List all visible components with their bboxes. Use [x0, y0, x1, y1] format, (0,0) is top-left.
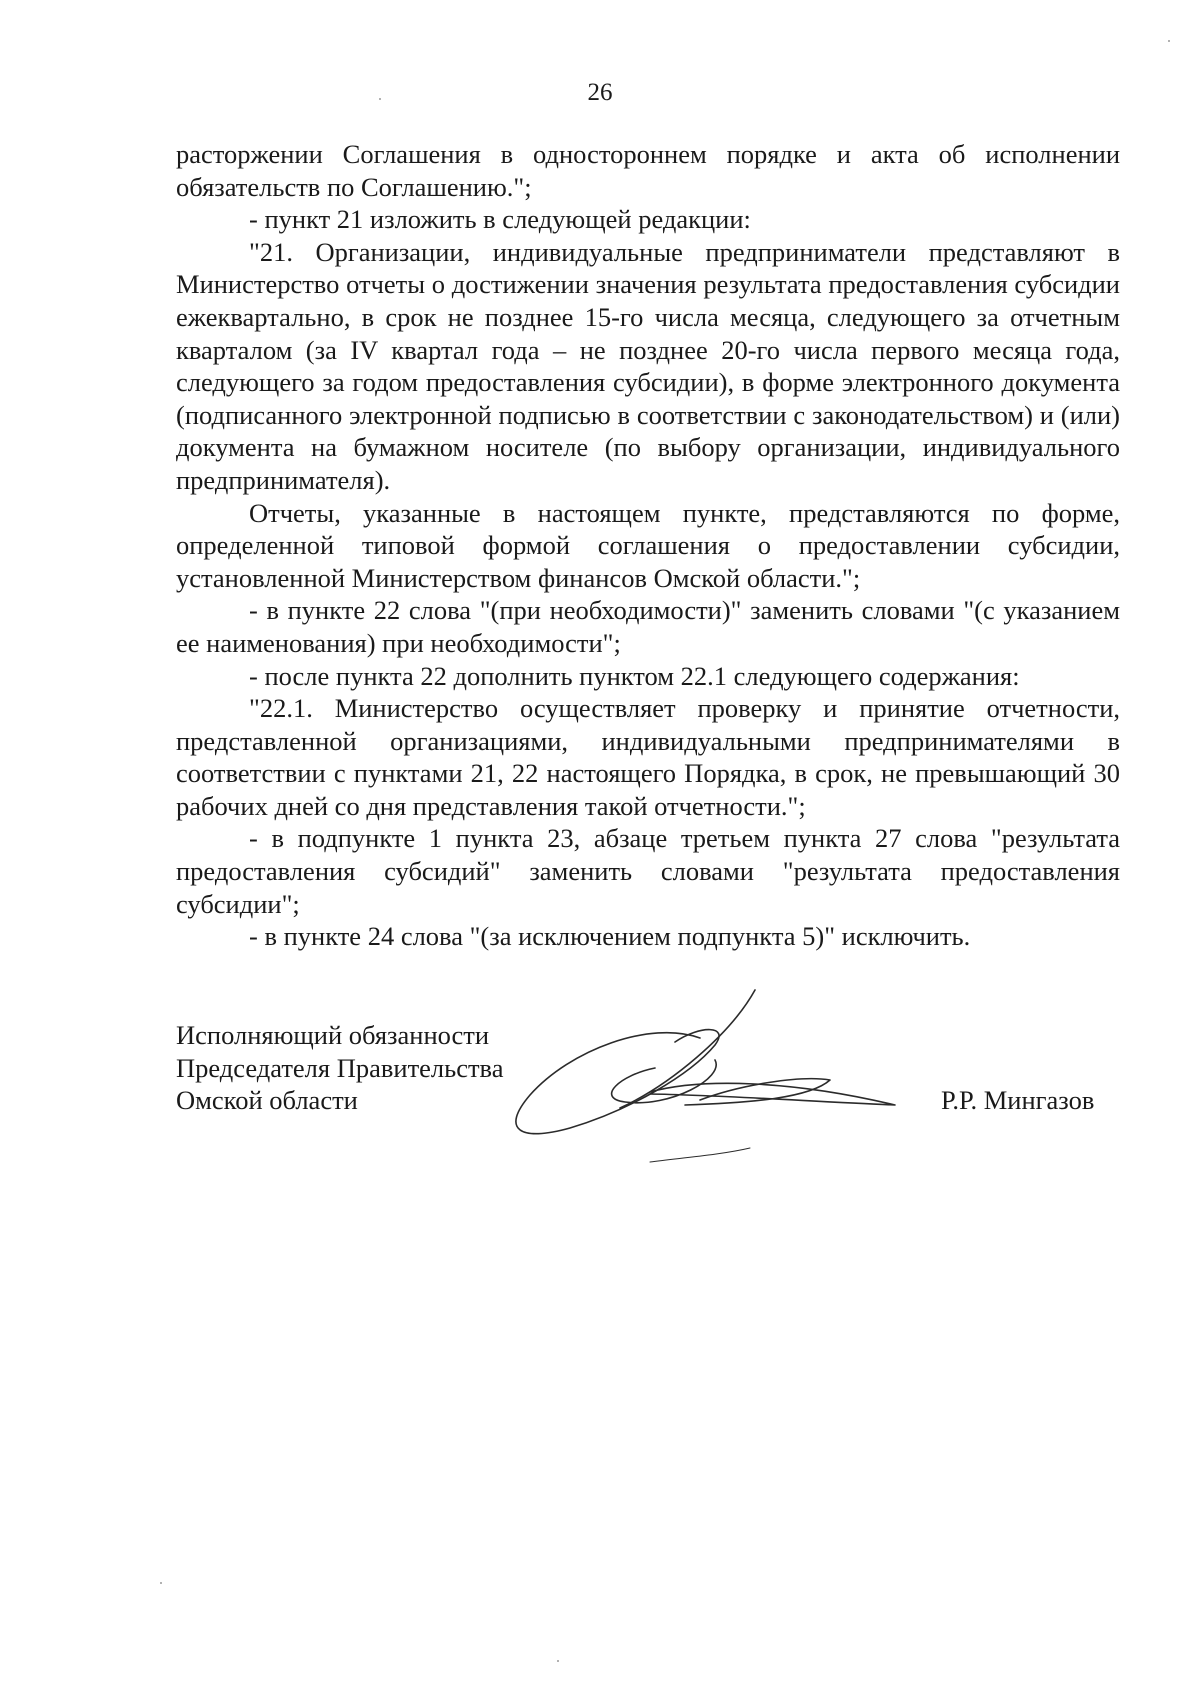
paragraph-amendment-item-24: - в пункте 24 слова "(за исключением подпункта 5)" исключить.: [249, 921, 971, 952]
paragraph-amendment-item-22: - в пункте 22 слова "(при необходимости)" заменить словами "(с указанием ее наименования) при необходимости";: [176, 595, 1120, 658]
document-body: [176, 138, 1120, 953]
handwritten-signature: [500, 980, 930, 1180]
scan-speck: [379, 98, 381, 100]
signatory-title: [176, 1019, 504, 1117]
paragraph-item-21-text: "21. Организации, индивидуальные предприниматели представляют в Министерство отчеты о достижении значения результата предоставления субсидии ежеквартально, в срок не позднее 15-го числа месяца, следующего за отчетным кварталом (за IV квартал года – не позднее 20-го числа первого месяца года, следующего за годом предоставления субсидии), в форме электронного документа (подписанного электронной подписью в соответствии с законодательством) и (или) документа на бумажном носителе (по выбору организации, индивидуального предпринимателя).: [176, 236, 1120, 495]
signer-name: Р.Р. Мингазов: [941, 1085, 1095, 1115]
page-number: 26: [587, 79, 613, 106]
paragraph-amendment-item-22-1: - после пункта 22 дополнить пунктом 22.1 следующего содержания:: [249, 660, 1020, 691]
scan-speck: [557, 1660, 559, 1662]
signatory-title-line: Председателя Правительства: [176, 1052, 504, 1083]
paragraph-item-22-1-text: "22.1. Министерство осуществляет проверку и принятие отчетности, представленной организациями, индивидуальными предпринимателями в соответствии с пунктами 21, 22 настоящего Порядка, в срок, не превышающий 30 рабочих дней со дня представления такой отчетности.";: [176, 693, 1120, 821]
scan-speck: [1168, 40, 1170, 42]
paragraph-amendment-item-21: - пункт 21 изложить в следующей редакции:: [249, 204, 751, 235]
signatory-title-line: Омской области: [176, 1085, 358, 1116]
paragraph-continuation: расторжении Соглашения в одностороннем порядке и акта об исполнении обязательств по Соглашению.";: [176, 139, 1120, 202]
paragraph-amendment-item-23-27: - в подпункте 1 пункта 23, абзаце третьем пункта 27 слова "результата предоставления субсидий" заменить словами "результата предоставления субсидии";: [176, 823, 1120, 919]
paragraph-reports-form: Отчеты, указанные в настоящем пункте, представляются по форме, определенной типовой формой соглашения о предоставлении субсидии, установленной Министерством финансов Омской области.";: [176, 497, 1120, 593]
signatory-title-line: Исполняющий обязанности: [176, 1020, 490, 1050]
scan-speck: [160, 1582, 162, 1584]
